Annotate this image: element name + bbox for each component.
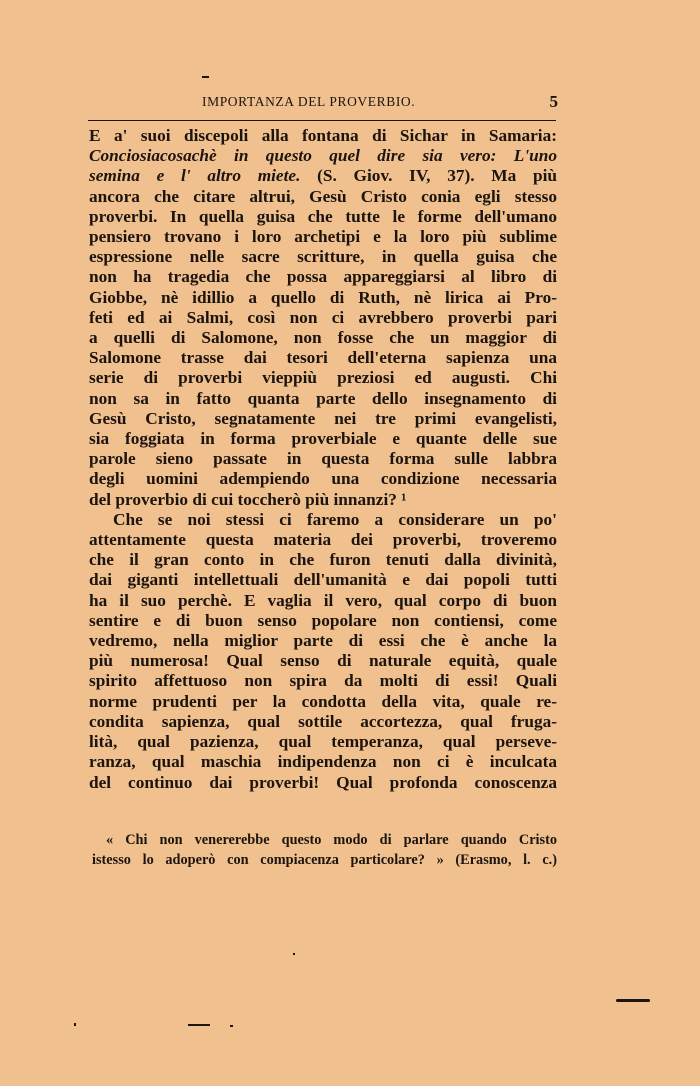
- body-line: proverbi. In quella guisa che tutte le forme dell'umano: [89, 206, 557, 226]
- footnote: [92, 830, 557, 870]
- body-line: condita sapienza, qual sottile accortezza, qual fruga-: [89, 711, 557, 731]
- body-line: norme prudenti per la condotta della vita, quale re-: [89, 691, 557, 711]
- page-number: 5: [549, 92, 558, 111]
- body-line: Gesù Cristo, segnatamente nei tre primi evangelisti,: [89, 408, 557, 428]
- body-line: E a' suoi discepoli alla fontana di Sichar in Samaria:: [89, 126, 557, 145]
- body-line: non sa in fatto quanta parte dello insegnamento di: [89, 388, 557, 408]
- body-line: vedremo, nella miglior parte di essi che è anche la: [89, 631, 557, 651]
- header-rule: [88, 120, 556, 121]
- body-line: dai giganti intellettuali dell'umanità e dai popoli tutti: [89, 570, 557, 590]
- body-line: a quelli di Salomone, non fosse che un maggior di: [89, 328, 557, 348]
- body-line: Conciosiacosachè in questo quel dire sia vero: L'uno: [89, 146, 557, 166]
- body-line: attentamente questa materia dei proverbi, troveremo: [89, 530, 557, 550]
- running-head: IMPORTANZA DEL PROVERBIO.: [202, 94, 416, 109]
- ink-speck: [230, 1025, 233, 1027]
- ink-speck: [293, 953, 295, 955]
- body-line: sia foggiata in forma proverbiale e quante delle sue: [89, 429, 557, 449]
- footnote-line: « Chi non venererebbe questo modo di parlare quando Cristo: [106, 832, 557, 848]
- body-line: che il gran conto in che furon tenuti dalla divinità,: [89, 550, 557, 570]
- body-line: Che se noi stessi ci faremo a considerare un po': [113, 509, 557, 529]
- body-line-rendered: semina e l' altro miete. (S. Giov. IV, 37). Ma più: [89, 166, 557, 186]
- body-line: ancora che citare altrui, Gesù Cristo conia egli stesso: [89, 186, 557, 206]
- body-line: spirito affettuoso non spira da molti di essi! Quali: [89, 671, 557, 691]
- body-line: degli uomini adempiendo una condizione necessaria: [89, 469, 557, 489]
- body-line: del continuo dai proverbi! Qual profonda conoscenza: [89, 772, 557, 792]
- page-header: [88, 94, 558, 116]
- ink-speck: [202, 76, 209, 78]
- body-line: ha il suo perchè. E vaglia il vero, qual corpo di buon: [89, 590, 557, 610]
- body-line: Giobbe, nè idillio a quello di Ruth, nè lirica ai Pro-: [89, 287, 557, 307]
- body-line: ranza, qual maschia indipendenza non ci è inculcata: [89, 752, 557, 772]
- body-line: lità, qual pazienza, qual temperanza, qual perseve-: [89, 732, 557, 752]
- body-line: feti ed ai Salmi, così non ci avrebbero proverbi pari: [89, 307, 557, 327]
- body-line: del proverbio di cui toccherò più innanzi? ¹: [89, 489, 407, 509]
- body-line: non ha tragedia che possa appareggiarsi al libro di: [89, 267, 557, 287]
- ink-speck: [616, 999, 650, 1002]
- body-line: serie di proverbi vieppiù preziosi ed augusti. Chi: [89, 368, 557, 388]
- body-line: più numerosa! Qual senso di naturale equità, quale: [89, 651, 557, 671]
- body-line: pensiero trovano i loro archetipi e la loro più sublime: [89, 227, 557, 247]
- body-line: Salomone trasse dai tesori dell'eterna sapienza una: [89, 348, 557, 368]
- body-line: [89, 166, 557, 186]
- body-line: parole sieno passate in questa forma sulle labbra: [89, 449, 557, 469]
- body-line: sentire e di buon senso popolare non contiensi, come: [89, 610, 557, 630]
- footnote-line: istesso lo adoperò con compiacenza particolare? » (Erasmo, l. c.): [92, 852, 557, 868]
- body-text: [89, 126, 557, 793]
- ink-speck: [188, 1024, 210, 1026]
- ink-speck: [74, 1023, 76, 1026]
- body-line: espressione nelle sacre scritture, in quella guisa che: [89, 247, 557, 267]
